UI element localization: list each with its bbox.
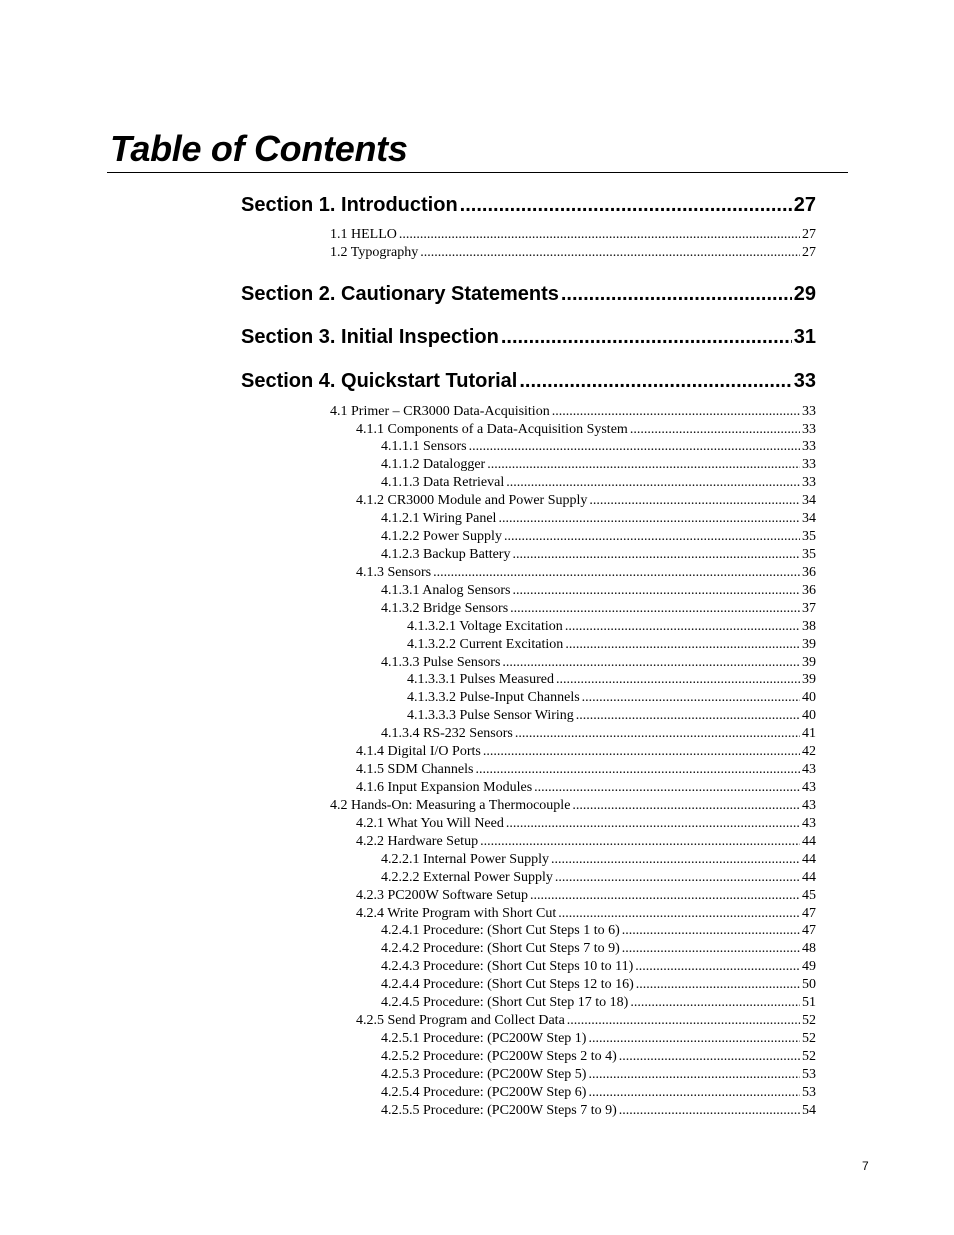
entry-page-number: 43 xyxy=(802,798,816,813)
toc-entry[interactable] xyxy=(381,600,816,618)
dot-leader xyxy=(582,689,800,707)
dot-leader xyxy=(567,1012,800,1030)
entry-label: 4.2.5 Send Program and Collect Data xyxy=(356,1013,565,1028)
dot-leader xyxy=(501,324,792,350)
entry-label: 4.1.2.2 Power Supply xyxy=(381,529,502,544)
entry-page-number: 39 xyxy=(802,655,816,670)
entry-page-number: 49 xyxy=(802,959,816,974)
entry-page-number: 41 xyxy=(802,726,816,741)
toc-entry[interactable] xyxy=(356,905,816,923)
entry-label: 4.1.3.3 Pulse Sensors xyxy=(381,655,501,670)
dot-leader xyxy=(513,582,801,600)
entry-page-number: 36 xyxy=(802,583,816,598)
entry-label: 4.1.3.2.1 Voltage Excitation xyxy=(407,619,563,634)
entry-label: 4.1.5 SDM Channels xyxy=(356,762,474,777)
dot-leader xyxy=(630,421,800,439)
toc-entry[interactable] xyxy=(381,1084,816,1102)
toc-entry[interactable] xyxy=(381,976,816,994)
entry-page-number: 45 xyxy=(802,888,816,903)
entry-label: 4.2.2 Hardware Setup xyxy=(356,834,479,849)
entry-label: 4.1.3.3.3 Pulse Sensor Wiring xyxy=(407,708,574,723)
entry-label: 4.2.5.3 Procedure: (PC200W Step 5) xyxy=(381,1067,587,1082)
entry-page-number: 39 xyxy=(802,672,816,687)
toc-entry[interactable] xyxy=(381,1030,816,1048)
dot-leader xyxy=(504,528,800,546)
toc-section-1[interactable] xyxy=(241,192,816,218)
entry-page-number: 54 xyxy=(802,1103,816,1118)
entry-label: 4.1.2 CR3000 Module and Power Supply xyxy=(356,493,588,508)
entry-page-number: 52 xyxy=(802,1013,816,1028)
dot-leader xyxy=(588,1066,800,1084)
dot-leader xyxy=(460,192,792,218)
dot-leader xyxy=(502,654,800,672)
entry-label: 4.2 Hands-On: Measuring a Thermocouple xyxy=(330,798,571,813)
dot-leader xyxy=(576,707,800,725)
entry-page-number: 40 xyxy=(802,708,816,723)
dot-leader xyxy=(622,922,800,940)
dot-leader xyxy=(475,761,800,779)
dot-leader xyxy=(630,994,800,1012)
entry-label: 4.2.4.3 Procedure: (Short Cut Steps 10 to 11) xyxy=(381,959,634,974)
entry-label: 4.2.4.5 Procedure: (Short Cut Step 17 to 18) xyxy=(381,995,629,1010)
dot-leader xyxy=(420,244,800,262)
toc-entry[interactable] xyxy=(381,1066,816,1084)
entry-label: 4.2.4.1 Procedure: (Short Cut Steps 1 to 6) xyxy=(381,923,620,938)
toc-entry[interactable] xyxy=(381,940,816,958)
dot-leader xyxy=(551,851,800,869)
dot-leader xyxy=(510,600,800,618)
section-page-number: 27 xyxy=(793,194,816,216)
entry-label: 1.1 HELLO xyxy=(330,227,397,242)
entry-page-number: 33 xyxy=(802,475,816,490)
entry-page-number: 33 xyxy=(802,439,816,454)
dot-leader xyxy=(565,618,800,636)
entry-label: 4.1 Primer – CR3000 Data-Acquisition xyxy=(330,404,550,419)
dot-leader xyxy=(589,492,800,510)
entry-label: 4.1.2.3 Backup Battery xyxy=(381,547,511,562)
toc-entry[interactable] xyxy=(356,833,816,851)
section-title: Section 3. Initial Inspection xyxy=(241,326,499,348)
entry-page-number: 33 xyxy=(802,404,816,419)
entry-label: 4.2.2.1 Internal Power Supply xyxy=(381,852,549,867)
dot-leader xyxy=(530,887,800,905)
entry-page-number: 43 xyxy=(802,816,816,831)
entry-label: 4.1.3.1 Analog Sensors xyxy=(381,583,511,598)
toc-section-4[interactable] xyxy=(241,368,816,394)
dot-leader xyxy=(534,779,800,797)
entry-label: 4.2.4.4 Procedure: (Short Cut Steps 12 to 16) xyxy=(381,977,634,992)
dot-leader xyxy=(399,226,800,244)
dot-leader xyxy=(619,1102,800,1120)
entry-label: 4.1.3.3.2 Pulse-Input Channels xyxy=(407,690,580,705)
toc-entry[interactable] xyxy=(381,851,816,869)
section-title: Section 1. Introduction xyxy=(241,194,458,216)
entry-page-number: 34 xyxy=(802,493,816,508)
entry-page-number: 52 xyxy=(802,1031,816,1046)
toc-section-2[interactable] xyxy=(241,281,816,307)
entry-label: 4.1.3.3.1 Pulses Measured xyxy=(407,672,554,687)
entry-page-number: 47 xyxy=(802,906,816,921)
toc-entry[interactable] xyxy=(381,582,816,600)
dot-leader xyxy=(565,636,800,654)
dot-leader xyxy=(469,438,800,456)
toc-entry[interactable] xyxy=(381,438,816,456)
entry-label: 4.1.6 Input Expansion Modules xyxy=(356,780,533,795)
toc-entry[interactable] xyxy=(356,761,816,779)
toc-entry[interactable] xyxy=(407,707,816,725)
entry-page-number: 44 xyxy=(802,870,816,885)
entry-page-number: 50 xyxy=(802,977,816,992)
dot-leader xyxy=(515,725,800,743)
toc-entry[interactable] xyxy=(356,1012,816,1030)
toc-entry[interactable] xyxy=(381,546,816,564)
dot-leader xyxy=(556,671,800,689)
section-title: Section 2. Cautionary Statements xyxy=(241,283,559,305)
section-page-number: 29 xyxy=(793,283,816,305)
toc-entry[interactable] xyxy=(381,958,816,976)
entry-page-number: 37 xyxy=(802,601,816,616)
toc-entry[interactable] xyxy=(356,779,816,797)
entry-label: 4.2.1 What You Will Need xyxy=(356,816,504,831)
toc-entry[interactable] xyxy=(330,226,816,244)
dot-leader xyxy=(506,815,800,833)
entry-label: 4.1.3.2 Bridge Sensors xyxy=(381,601,509,616)
toc-entry[interactable] xyxy=(381,474,816,492)
dot-leader xyxy=(619,1048,800,1066)
entry-page-number: 52 xyxy=(802,1049,816,1064)
entry-label: 4.1.3.2.2 Current Excitation xyxy=(407,637,564,652)
dot-leader xyxy=(480,833,800,851)
dot-leader xyxy=(506,474,800,492)
entry-page-number: 36 xyxy=(802,565,816,580)
toc-entry[interactable] xyxy=(407,636,816,654)
toc-entry[interactable] xyxy=(356,743,816,761)
entry-label: 4.1.4 Digital I/O Ports xyxy=(356,744,481,759)
entry-label: 4.2.4 Write Program with Short Cut xyxy=(356,906,557,921)
dot-leader xyxy=(636,976,800,994)
toc-entry[interactable] xyxy=(381,922,816,940)
toc-entry[interactable] xyxy=(381,1048,816,1066)
page-title: Table of Contents xyxy=(110,128,408,169)
entry-label: 4.1.2.1 Wiring Panel xyxy=(381,511,497,526)
dot-leader xyxy=(588,1030,800,1048)
entry-label: 4.1.1.3 Data Retrieval xyxy=(381,475,505,490)
entry-page-number: 43 xyxy=(802,762,816,777)
entry-page-number: 27 xyxy=(802,245,816,260)
dot-leader xyxy=(433,564,800,582)
toc-entry[interactable] xyxy=(381,725,816,743)
toc-entry[interactable] xyxy=(381,510,816,528)
page-number: 7 xyxy=(862,1159,869,1173)
section-title: Section 4. Quickstart Tutorial xyxy=(241,370,518,392)
toc-entry[interactable] xyxy=(330,797,816,815)
toc-entry[interactable] xyxy=(381,528,816,546)
toc-entry[interactable] xyxy=(330,403,816,421)
entry-page-number: 33 xyxy=(802,457,816,472)
entry-page-number: 40 xyxy=(802,690,816,705)
toc-entry[interactable] xyxy=(381,1102,816,1120)
entry-label: 4.1.3.4 RS-232 Sensors xyxy=(381,726,513,741)
entry-label: 4.1.1.1 Sensors xyxy=(381,439,467,454)
entry-page-number: 39 xyxy=(802,637,816,652)
entry-label: 4.2.2.2 External Power Supply xyxy=(381,870,553,885)
dot-leader xyxy=(572,797,800,815)
toc-section-3[interactable] xyxy=(241,324,816,350)
entry-page-number: 42 xyxy=(802,744,816,759)
entry-page-number: 44 xyxy=(802,852,816,867)
entry-page-number: 51 xyxy=(802,995,816,1010)
toc-entry[interactable] xyxy=(407,689,816,707)
entry-page-number: 27 xyxy=(802,227,816,242)
entry-label: 4.1.3 Sensors xyxy=(356,565,432,580)
entry-page-number: 38 xyxy=(802,619,816,634)
entry-page-number: 34 xyxy=(802,511,816,526)
dot-leader xyxy=(498,510,800,528)
toc-entry[interactable] xyxy=(407,671,816,689)
toc-entry[interactable] xyxy=(356,421,816,439)
toc-entry[interactable] xyxy=(356,887,816,905)
entry-page-number: 53 xyxy=(802,1085,816,1100)
toc-entry[interactable] xyxy=(330,244,816,262)
section-page-number: 31 xyxy=(793,326,816,348)
toc-entry[interactable] xyxy=(356,815,816,833)
entry-page-number: 48 xyxy=(802,941,816,956)
entry-label: 4.2.4.2 Procedure: (Short Cut Steps 7 to 9) xyxy=(381,941,620,956)
dot-leader xyxy=(622,940,800,958)
dot-leader xyxy=(512,546,800,564)
entry-page-number: 33 xyxy=(802,422,816,437)
entry-page-number: 44 xyxy=(802,834,816,849)
toc-entry[interactable] xyxy=(381,869,816,887)
dot-leader xyxy=(552,403,800,421)
dot-leader xyxy=(558,905,800,923)
dot-leader xyxy=(555,869,800,887)
toc-entry[interactable] xyxy=(381,994,816,1012)
entry-page-number: 35 xyxy=(802,529,816,544)
dot-leader xyxy=(483,743,800,761)
dot-leader xyxy=(487,456,800,474)
entry-page-number: 35 xyxy=(802,547,816,562)
toc-entry[interactable] xyxy=(356,564,816,582)
entry-label: 1.2 Typography xyxy=(330,245,419,260)
entry-label: 4.2.3 PC200W Software Setup xyxy=(356,888,529,903)
section-page-number: 33 xyxy=(793,370,816,392)
dot-leader xyxy=(588,1084,800,1102)
toc-entry[interactable] xyxy=(381,456,816,474)
entry-page-number: 53 xyxy=(802,1067,816,1082)
entry-page-number: 47 xyxy=(802,923,816,938)
entry-label: 4.2.5.2 Procedure: (PC200W Steps 2 to 4) xyxy=(381,1049,617,1064)
toc-entry[interactable] xyxy=(356,492,816,510)
dot-leader xyxy=(519,368,791,394)
entry-page-number: 43 xyxy=(802,780,816,795)
entry-label: 4.1.1 Components of a Data-Acquisition System xyxy=(356,422,628,437)
entry-label: 4.2.5.1 Procedure: (PC200W Step 1) xyxy=(381,1031,587,1046)
dot-leader xyxy=(561,281,792,307)
entry-label: 4.2.5.5 Procedure: (PC200W Steps 7 to 9) xyxy=(381,1103,617,1118)
entry-label: 4.2.5.4 Procedure: (PC200W Step 6) xyxy=(381,1085,587,1100)
toc-entry[interactable] xyxy=(381,654,816,672)
entry-label: 4.1.1.2 Datalogger xyxy=(381,457,486,472)
dot-leader xyxy=(635,958,800,976)
toc-entry[interactable] xyxy=(407,618,816,636)
